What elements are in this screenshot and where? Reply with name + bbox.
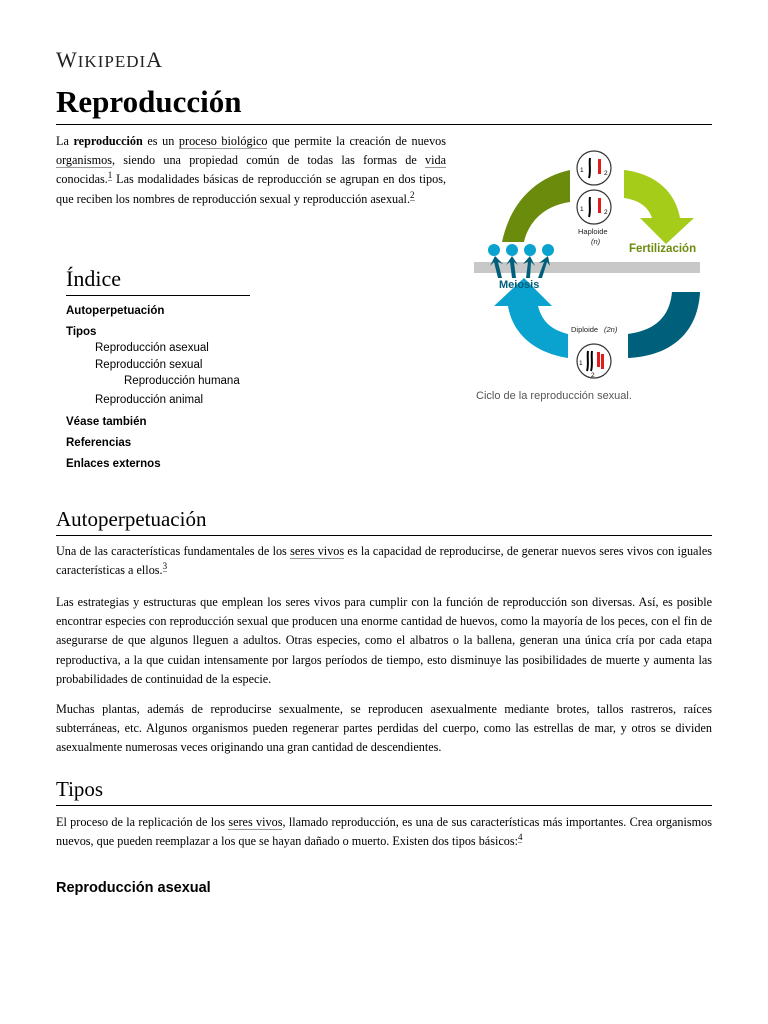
toc-item-reproduccion-humana[interactable]: Reproducción humana bbox=[124, 375, 240, 387]
intro-text: conocidas. bbox=[56, 172, 108, 187]
toc-item-reproduccion-asexual[interactable]: Reproducción asexual bbox=[95, 342, 209, 354]
intro-text: es un bbox=[142, 134, 179, 148]
svg-text:1: 1 bbox=[580, 206, 584, 213]
intro-text: que permite la creación de nuevos bbox=[267, 134, 446, 148]
logo-letter-a: A bbox=[146, 47, 164, 72]
reproduction-cycle-diagram[interactable] bbox=[472, 144, 702, 384]
toc-item-enlaces-externos[interactable]: Enlaces externos bbox=[66, 458, 161, 470]
diploid-2n-label: (2n) bbox=[604, 325, 618, 334]
figure-caption: Ciclo de la reproducción sexual. bbox=[476, 390, 632, 402]
membrane-bar bbox=[474, 262, 700, 273]
svg-text:2: 2 bbox=[604, 209, 608, 216]
haploid-cell-top bbox=[577, 151, 611, 185]
subsection-heading-reproduccion-asexual: Reproducción asexual bbox=[56, 880, 211, 896]
link-proceso-biologico[interactable]: proceso biológico bbox=[178, 134, 268, 148]
haploid-label: Haploide bbox=[578, 227, 608, 236]
section-heading-tipos: Tipos bbox=[56, 777, 712, 806]
diploid-label: Diploide bbox=[571, 325, 599, 334]
toc-item-tipos[interactable]: Tipos bbox=[66, 326, 97, 338]
autoperpetuacion-paragraph-2: Las estrategias y estructuras que emplean los seres vivos para cumplir con la función de reproducción son diversas. Así, es posible encontrar especies con reproducción sexual que producen una enorme cantidad de huevos, como la mayoría de los peces, con el fin de asegurarse de que algunos lleguen a adultos. Otras especies, como el albatros o la ballena, generan una única cría por cada etapa reproductiva, a la que cuidan intensamente por largos períodos de tiempo, esto disminuye las posibilidades de muerte y aumenta las probabilidades de continuidad de la especie. bbox=[56, 595, 712, 686]
autoperpetuacion-paragraph-3: Muchas plantas, además de reproducirse sexualmente, se reproducen asexualmente mediante brotes, tallos rastreros, raíces subterráneas, etc. Algunos organismos pueden regenerar partes perdidas del cuerpo, como las estrellas de mar, y otros se dividen asexualmente numerosas veces originando una gran cantidad de descendientes. bbox=[56, 702, 712, 755]
reference-4[interactable]: 4 bbox=[517, 832, 523, 843]
intro-text: , siendo una propiedad común de todas las formas de bbox=[111, 153, 426, 168]
reference-2[interactable]: 2 bbox=[410, 189, 415, 200]
paragraph-text: Una de las características fundamentales de los bbox=[56, 544, 291, 558]
teal-arc bbox=[628, 292, 700, 358]
meiosis-spores bbox=[488, 244, 554, 256]
diploid-cell bbox=[577, 344, 611, 379]
autoperpetuacion-paragraph-1 bbox=[56, 542, 712, 580]
logo-letters-middle: IKIPEDI bbox=[77, 52, 147, 71]
toc-item-referencias[interactable]: Referencias bbox=[66, 437, 132, 449]
toc-item-reproduccion-animal[interactable]: Reproducción animal bbox=[95, 394, 204, 406]
olive-arc bbox=[502, 170, 570, 242]
intro-paragraph bbox=[56, 132, 446, 209]
link-seres-vivos[interactable]: seres vivos bbox=[228, 815, 283, 829]
toc-title: Índice bbox=[66, 266, 250, 296]
reference-1[interactable]: 1 bbox=[107, 170, 113, 181]
paragraph-text: es la capacidad de reproducirse, de generar nuevos seres vivos con iguales características a ellos. bbox=[56, 544, 713, 578]
svg-text:2: 2 bbox=[591, 372, 595, 379]
page-title: Reproducción bbox=[56, 84, 712, 125]
wikipedia-logo[interactable] bbox=[56, 47, 163, 73]
svg-text:2: 2 bbox=[604, 170, 608, 177]
tipos-paragraph-1 bbox=[56, 813, 712, 851]
reference-3[interactable]: 3 bbox=[162, 561, 168, 572]
link-seres-vivos[interactable]: seres vivos bbox=[290, 544, 345, 558]
intro-bold-term: reproducción bbox=[73, 134, 143, 148]
toc-item-vease-tambien[interactable]: Véase también bbox=[66, 416, 147, 428]
meiosis-label: Meiosis bbox=[499, 279, 540, 291]
svg-text:1: 1 bbox=[580, 167, 584, 174]
haploid-cell-bottom bbox=[577, 190, 611, 224]
intro-text: La bbox=[56, 134, 74, 148]
link-vida[interactable]: vida bbox=[425, 153, 446, 168]
intro-text: Las modalidades básicas de reproducción se agrupan en dos tipos, que reciben los nombres de reproducción sexual y reproducción asexual. bbox=[56, 172, 446, 206]
logo-letter-w: W bbox=[56, 47, 78, 72]
haploid-n-label: (n) bbox=[591, 237, 601, 246]
fertilization-arrow bbox=[624, 170, 694, 244]
svg-text:1: 1 bbox=[579, 360, 583, 367]
link-organismos[interactable]: organismos bbox=[56, 153, 112, 168]
paragraph-text: El proceso de la replicación de los bbox=[56, 815, 229, 829]
fertilization-label: Fertilización bbox=[629, 243, 697, 255]
toc-item-reproduccion-sexual[interactable]: Reproducción sexual bbox=[95, 359, 203, 371]
section-heading-autoperpetuacion: Autoperpetuación bbox=[56, 507, 712, 536]
toc-item-autoperpetuacion[interactable]: Autoperpetuación bbox=[66, 305, 165, 317]
paragraph-text: , llamado reproducción, es una de sus características más importantes. Crea organismos nuevos, que pueden reemplazar a los que se hayan dañado o muerto. Existen dos tipos básicos: bbox=[56, 815, 712, 849]
